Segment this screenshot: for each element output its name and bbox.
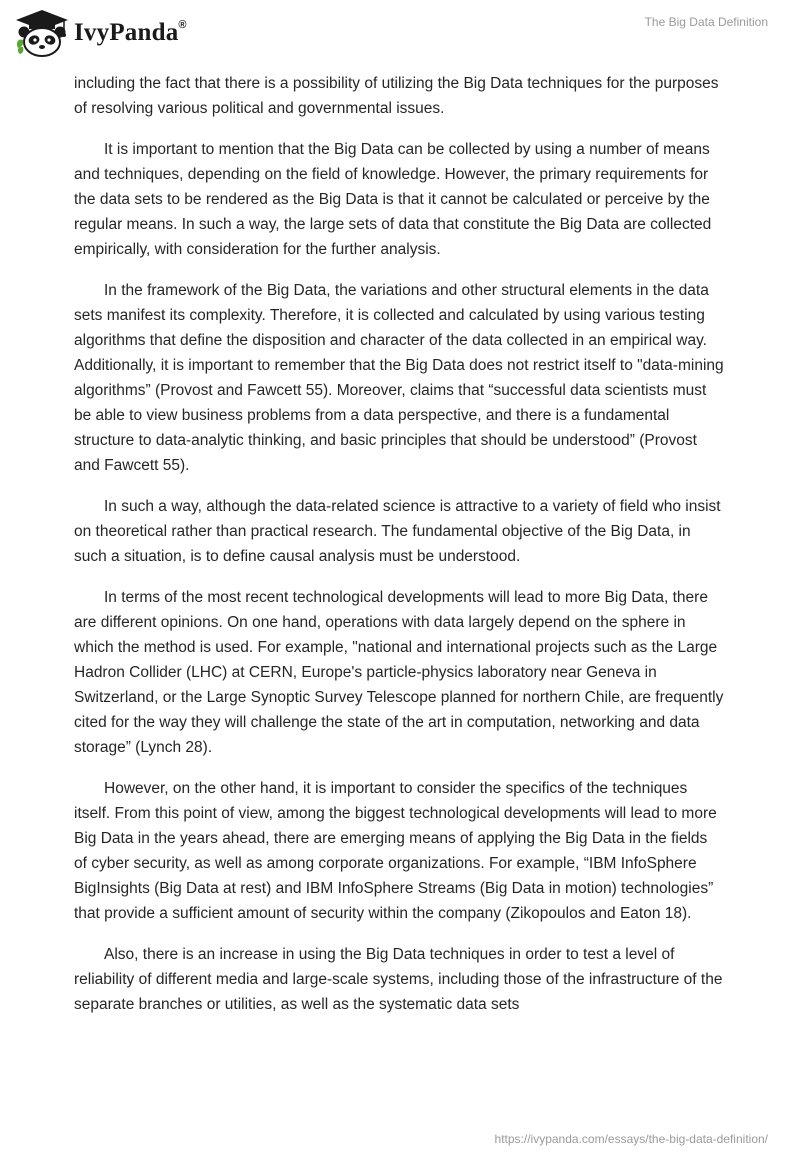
paragraph: In the framework of the Big Data, the variations and other structural elements in the data sets manifest its complexity. Therefore, it is collected and calculated by using various testing algorithms that define the disposition and character of the data collected in an empirical way. Additionally, it is important to remember that the Big Data does not restrict itself to "data-mining algorithms” (Provost and Fawcett 55). Moreover, claims that “successful data scientists must be able to view business problems from a data perspective, and there is a fundamental structure to data-analytic thinking, and basic principles that should be understood” (Provost and Fawcett 55). bbox=[74, 282, 724, 474]
footer-url[interactable]: https://ivypanda.com/essays/the-big-data-definition/ bbox=[494, 1132, 768, 1146]
paragraph: However, on the other hand, it is important to consider the specifics of the techniques itself. From this point of view, among the biggest technological developments will lead to more Big Data in the years ahead, there are emerging means of applying the Big Data in the fields of cyber security, as well as among corporate organizations. For example, “IBM InfoSphere BigInsights (Big Data at rest) and IBM InfoSphere Streams (Big Data in motion) technologies” that provide a sufficient amount of security within the company (Zikopoulos and Eaton 18). bbox=[74, 780, 717, 922]
paragraph-continuation: including the fact that there is a possibility of utilizing the Big Data techniques for the purposes of resolving various political and governmental issues. bbox=[74, 75, 719, 117]
paragraph: In such a way, although the data-related science is attractive to a variety of field who insist on theoretical rather than practical research. The fundamental objective of the Big Data, in such a situation, is to define causal analysis must be understood. bbox=[74, 498, 721, 565]
document-title: The Big Data Definition bbox=[644, 15, 768, 29]
panda-graduate-icon bbox=[14, 8, 70, 58]
registered-mark: ® bbox=[178, 18, 187, 31]
brand-name: IvyPanda® bbox=[74, 18, 187, 46]
paragraph: In terms of the most recent technological developments will lead to more Big Data, there are different opinions. On one hand, operations with data largely depend on the sphere in which the method is used. For example, "national and international projects such as the Large Hadron Collider (LHC) at CERN, Europe's particle-physics laboratory near Geneva in Switzerland, or the Large Synoptic Survey Telescope planned for northern Chile, are frequently cited for the way they will challenge the state of the art in computation, networking and data storage” (Lynch 28). bbox=[74, 589, 724, 756]
brand-logo[interactable] bbox=[14, 8, 187, 58]
paragraph: Also, there is an increase in using the Big Data techniques in order to test a level of reliability of different media and large-scale systems, including those of the infrastructure of the separate branches or utilities, as well as the systematic data sets bbox=[74, 946, 723, 1013]
paragraph: It is important to mention that the Big Data can be collected by using a number of means and techniques, depending on the field of knowledge. However, the primary requirements for the data sets to be rendered as the Big Data is that it cannot be calculated or perceive by the regular means. In such a way, the large sets of data that constitute the Big Data are collected empirically, with consideration for the further analysis. bbox=[74, 141, 712, 258]
essay-body bbox=[74, 71, 724, 1033]
